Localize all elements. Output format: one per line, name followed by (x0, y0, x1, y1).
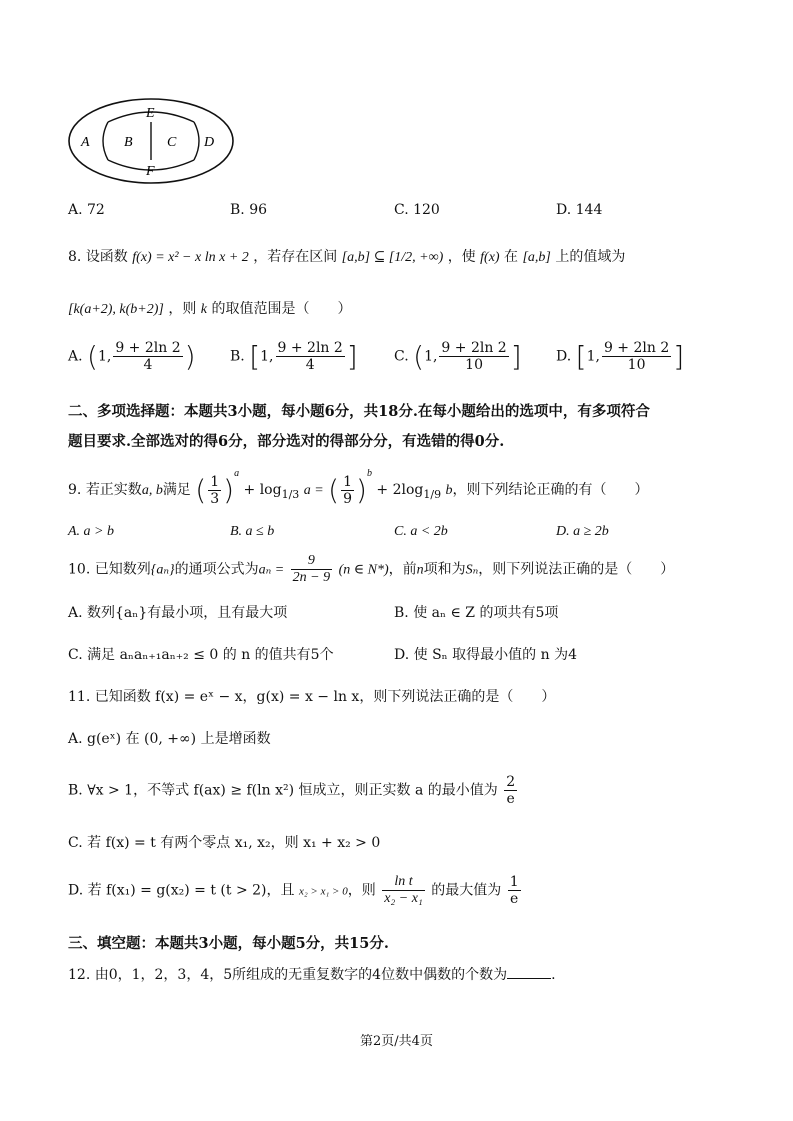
q8-number: 8. (68, 249, 82, 265)
section2-line1: 二、多项选择题：本题共3小题，每小题6分，共18分.在每小题给出的选项中，有多项符合 (68, 403, 650, 420)
q8-interval: [a,b] ⊆ [1/2, +∞) (341, 250, 444, 265)
q8-stem-line1 (68, 246, 625, 266)
q8-option-b-right: ] (346, 340, 358, 373)
q11-option-d-small: x₂ > x₁ > 0 (298, 885, 348, 898)
q11-option-d-frac-den: x₂ − x₁ (384, 891, 423, 906)
q10-stem (68, 553, 674, 586)
q9-option-d: D. a ≥ 2b (556, 524, 609, 539)
q8-text-2: ，若存在区间 (253, 249, 338, 265)
q12 (68, 964, 556, 984)
q9-option-c: C. a < 2b (394, 524, 448, 539)
q8-option-a-den: 4 (143, 357, 153, 373)
q9-log1: + log (243, 482, 282, 498)
q8-option-d-left: [ (575, 340, 587, 373)
q7-option-d: D. 144 (556, 202, 603, 218)
q8-text-7: 的取值范围是（ ） (211, 301, 352, 317)
q9-right-den: 9 (343, 490, 352, 507)
q11-option-b (68, 774, 519, 807)
q8-option-a-num: 9 + 2ln 2 (115, 340, 181, 356)
q8-text-5: 上的值域为 (555, 249, 626, 265)
q8-option-c-left: ( (413, 340, 425, 373)
q9-right-num: 1 (343, 473, 352, 490)
q11-option-d-num: 1 (509, 874, 519, 890)
q9-log2: + 2log (376, 482, 424, 498)
q7-option-b: B. 96 (230, 202, 268, 218)
q8-option-b-left: [ (249, 340, 261, 373)
q11-option-a: A. g(eˣ) 在 (0, +∞) 上是增函数 (68, 731, 271, 747)
region-label-b: B (124, 135, 133, 150)
q11-option-d (68, 874, 523, 907)
q9-log1-base: 1/3 (281, 487, 300, 501)
q11-stem-text: 已知函数 f(x) = eˣ − x，g(x) = x − ln x，则下列说法正确的是（ ） (94, 689, 556, 705)
q8-text-6: ，则 (168, 301, 197, 317)
q11-option-d-den: e (510, 891, 519, 907)
q8-text-4: 在 (504, 249, 519, 265)
q11-option-b-text: B. ∀x > 1，不等式 f(ax) ≥ f(ln x²) 恒成立，则正实数 a 的最小值为 (68, 782, 498, 799)
q8-option-a-lower: 1, (97, 348, 112, 365)
q11-option-d-text2: ，则 (347, 882, 376, 899)
region-label-d: D (204, 135, 215, 150)
q8-option-d-den: 10 (627, 357, 646, 373)
q8-ab: [a,b] (522, 250, 551, 265)
q8-fx: f(x) (480, 250, 500, 265)
q8-range: [k(a+2), k(b+2)] (68, 302, 164, 317)
q7-option-c: C. 120 (394, 202, 440, 218)
q11-stem (68, 686, 555, 706)
q8-option-b-num: 9 + 2ln 2 (277, 340, 343, 356)
q9-log2-arg: b (445, 483, 453, 498)
q10-option-b: B. 使 aₙ ∈ Z 的项共有5项 (394, 605, 559, 621)
q11-option-b-den: e (506, 791, 515, 807)
q8-option-d-label: D. (556, 348, 572, 365)
q9-log2-base: 1/9 (423, 487, 442, 501)
q12-end: . (551, 967, 556, 983)
q8-func: f(x) = x² − x ln x + 2 (132, 250, 249, 265)
q11-option-c: C. 若 f(x) = t 有两个零点 x₁, x₂，则 x₁ + x₂ > 0 (68, 835, 381, 851)
q10-frac-den: 2n − 9 (292, 570, 331, 585)
q10-text-2: 的通项公式为 (174, 561, 259, 578)
q8-option-b-label: B. (230, 348, 245, 365)
q9-log1-arg: a = (303, 483, 324, 498)
q9-option-a: A. a > b (68, 524, 114, 539)
q8-k: k (200, 302, 207, 317)
q8-text-3: ，使 (447, 249, 476, 265)
q9-right-exp: b (366, 468, 372, 479)
q8-option-c-den: 10 (465, 357, 483, 373)
region-diagram (66, 96, 236, 186)
page-footer: 第2页/共4页 (360, 1034, 433, 1049)
q9-option-b: B. a ≤ b (230, 524, 275, 539)
q8-option-d-lower: 1, (586, 348, 600, 365)
q10-option-d: D. 使 Sₙ 取得最小值的 n 为4 (394, 647, 577, 663)
q10-option-a: A. 数列{aₙ}有最小项，且有最大项 (68, 605, 288, 621)
q9-text-3: ，则下列结论正确的有（ ） (452, 482, 649, 498)
section3-title: 三、填空题：本题共3小题，每小题5分，共15分. (68, 935, 389, 952)
q10-text-4: 项和为 (423, 561, 466, 578)
q8-option-b-lower: 1, (260, 348, 274, 365)
q9-text-1: 若正实数 (85, 482, 142, 498)
q8-option-c-num: 9 + 2ln 2 (441, 340, 507, 356)
q9-left-num: 1 (210, 473, 220, 490)
q8-option-d (556, 340, 684, 373)
q10-option-c: C. 满足 aₙaₙ₊₁aₙ₊₂ ≤ 0 的 n 的值共有5个 (68, 647, 334, 663)
q8-option-c-right: ] (510, 340, 522, 373)
region-label-e: E (146, 106, 155, 121)
q10-an: aₙ = (258, 562, 285, 578)
q10-sn: Sₙ (465, 562, 479, 578)
q8-option-b-den: 4 (305, 357, 315, 373)
region-label-a: A (81, 135, 90, 150)
q10-text-1: 已知数列 (94, 561, 151, 578)
region-label-f: F (146, 164, 155, 179)
q8-option-a-left: ( (87, 340, 98, 373)
q8-option-c (394, 340, 522, 373)
q8-text-1: 设函数 (85, 249, 128, 265)
q9-left-den: 3 (210, 490, 220, 507)
q11-number: 11. (68, 689, 91, 705)
q11-option-d-text1: D. 若 f(x₁) = g(x₂) = t (t > 2)，且 (68, 882, 295, 899)
q11-option-b-num: 2 (506, 774, 516, 790)
q8-option-d-right: ] (673, 340, 685, 373)
q9-text-2: 满足 (162, 482, 191, 498)
q8-option-a (68, 340, 196, 373)
section2-line2: 题目要求.全部选对的得6分，部分选对的得部分分，有选错的得0分. (68, 433, 505, 450)
q8-option-b (230, 340, 358, 373)
region-label-c: C (167, 135, 177, 150)
q8-option-a-label: A. (68, 348, 83, 365)
q10-frac-num: 9 (291, 553, 332, 570)
q10-text-3: ，前 (388, 561, 417, 578)
q11-option-d-text3: 的最大值为 (431, 882, 502, 899)
q12-answer-blank[interactable] (507, 978, 551, 979)
q10-number: 10. (68, 561, 91, 578)
q12-text: 12. 由0，1，2，3，4，5所组成的无重复数字的4位数中偶数的个数为 (68, 967, 508, 983)
q8-option-d-num: 9 + 2ln 2 (603, 340, 670, 356)
q11-option-d-frac-num: ln t (382, 874, 425, 891)
q10-n: n (416, 562, 424, 578)
q9-stem: 9. 若正实数a, b满足 ( $\frac{1}{3}$ )$^a + \log_{1/3} a$ = ( $\frac{1}{9}$ )$^b + 2\log_{1/9}$ b，则下列结论正确的有（ ） (68, 468, 649, 507)
q8-option-c-lower: 1, (424, 348, 438, 365)
q10-domain: (n ∈ N*) (338, 562, 389, 578)
q9-number: 9. (68, 482, 82, 498)
q8-stem-line2 (68, 298, 351, 318)
q9-vars: a, b (141, 483, 163, 498)
q7-option-a: A. 72 (68, 202, 105, 218)
q10-seq: {aₙ} (150, 562, 175, 578)
q8-option-c-label: C. (394, 348, 409, 365)
q10-text-5: ，则下列说法正确的是（ ） (478, 561, 675, 578)
q8-option-a-right: ) (184, 340, 196, 373)
q9-left-exp: a (234, 468, 240, 479)
